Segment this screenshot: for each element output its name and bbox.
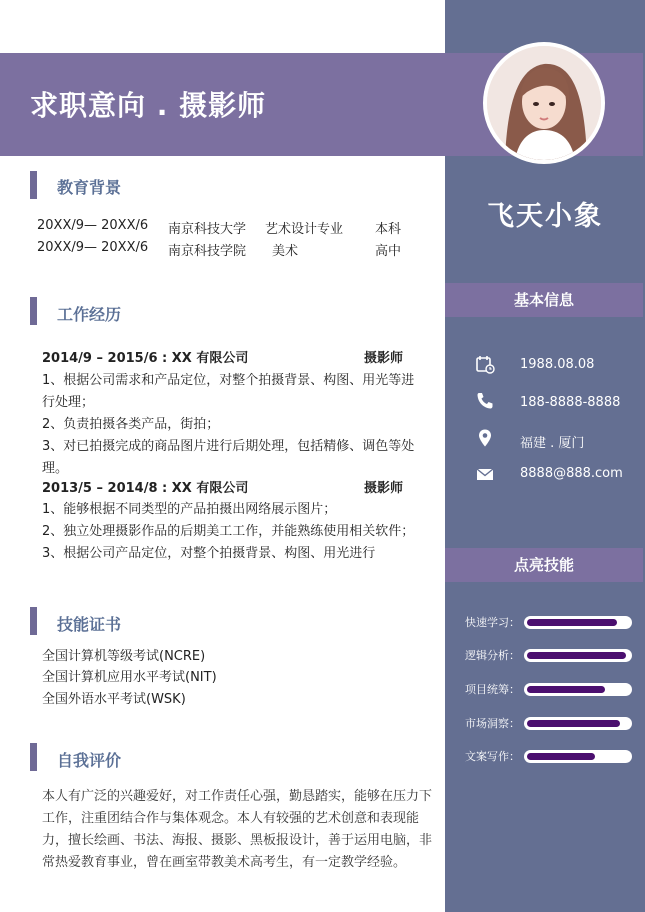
section-marker <box>30 743 37 771</box>
skill-bar <box>527 753 595 760</box>
edu-school: 南京科技大学 <box>168 222 247 237</box>
skill-track <box>524 683 632 696</box>
skill-bar <box>527 720 620 727</box>
job-duty: 行处理； <box>42 395 95 410</box>
skill-label: 文案写作： <box>465 750 520 763</box>
calendar-icon <box>475 354 495 374</box>
edu-degree: 本科 <box>375 222 402 237</box>
section-marker <box>30 297 37 325</box>
skill-label: 项目统筹： <box>465 683 520 696</box>
job-role: 摄影师 <box>364 481 404 496</box>
skill-label: 快速学习： <box>465 616 520 629</box>
job-period: 2013/5 – 2014/8 : XX 有限公司 <box>42 481 249 496</box>
job-role: 摄影师 <box>364 351 404 366</box>
section-marker <box>30 607 37 635</box>
location-pin-icon <box>475 428 495 448</box>
edu-date: 20XX/9— 20XX/6 <box>37 240 149 255</box>
phone-number: 188-8888-8888 <box>520 395 621 410</box>
skill-track <box>524 616 632 629</box>
edu-major: 艺术设计专业 <box>265 222 344 237</box>
work-title: 工作经历 <box>57 305 122 324</box>
location: 福建 . 厦门 <box>520 436 585 451</box>
skill-label: 市场洞察： <box>465 717 520 730</box>
skill-bar <box>527 619 617 626</box>
job-period: 2014/9 – 2015/6 : XX 有限公司 <box>42 351 249 366</box>
job-intention-title: 求职意向 . 摄影师 <box>30 89 267 122</box>
candidate-name: 飞天小象 <box>487 201 603 232</box>
cert-item: 全国外语水平考试(WSK) <box>42 692 186 707</box>
self-eval-title: 自我评价 <box>57 751 122 770</box>
job-duty: 2、负责拍摄各类产品，街拍； <box>42 417 220 432</box>
edu-major: 美术 <box>272 244 299 259</box>
self-eval-text: 本人有广泛的兴趣爱好，对工作责任心强，勤恳踏实，能够在压力下工作，注重团结合作与集体观念。本人有较强的艺术创意和表现能力，擅长绘画、书法、海报、摄影、黑板报设计，善于运用电脑，非常热爱教育事业，曾在画室带教美术高考生，有一定教学经验。 <box>42 789 433 870</box>
phone-icon <box>475 391 495 411</box>
skill-track <box>524 750 632 763</box>
skill-bar <box>527 652 626 659</box>
job-duty: 1、能够根据不同类型的产品拍摄出网络展示图片； <box>42 502 337 517</box>
job-duty: 3、根据公司产品定位，对整个拍摄背景、构图、用光进行 <box>42 546 376 561</box>
job-duty: 2、独立处理摄影作品的后期美工工作，并能熟练使用相关软件； <box>42 524 415 539</box>
email-address: 8888@888.com <box>520 466 623 481</box>
edu-school: 南京科技学院 <box>168 244 247 259</box>
skill-bar <box>527 686 605 693</box>
edu-date: 20XX/9— 20XX/6 <box>37 218 149 233</box>
skill-track <box>524 717 632 730</box>
certs-title: 技能证书 <box>57 615 122 634</box>
job-duty: 3、对已拍摄完成的商品图片进行后期处理，包括精修、调色等处 <box>42 439 415 454</box>
skills-header: 点亮技能 <box>445 548 643 582</box>
education-title: 教育背景 <box>57 178 122 197</box>
cert-item: 全国计算机应用水平考试(NIT) <box>42 670 217 685</box>
birth-date: 1988.08.08 <box>520 357 595 372</box>
avatar <box>483 42 605 164</box>
section-marker <box>30 171 37 199</box>
job-duty: 1、根据公司需求和产品定位，对整个拍摄背景、构图、用光等进 <box>42 373 415 388</box>
skill-track <box>524 649 632 662</box>
basic-info-header: 基本信息 <box>445 283 643 317</box>
cert-item: 全国计算机等级考试(NCRE) <box>42 649 206 664</box>
envelope-icon <box>475 464 495 484</box>
edu-degree: 高中 <box>375 244 402 259</box>
job-duty: 理。 <box>42 461 69 476</box>
skill-label: 逻辑分析： <box>465 649 520 662</box>
